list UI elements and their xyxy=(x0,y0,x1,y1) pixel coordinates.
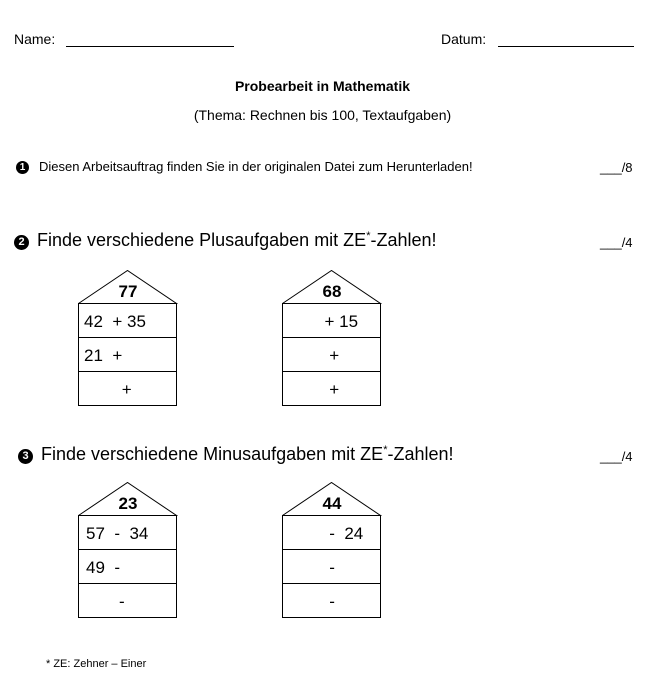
house-roof-number: 23 xyxy=(118,494,138,513)
date-field-line[interactable] xyxy=(498,46,634,47)
house-row[interactable]: - xyxy=(282,592,335,611)
number-house xyxy=(78,270,178,407)
number-house xyxy=(78,482,178,619)
task-1-text: Diesen Arbeitsauftrag finden Sie in der originalen Datei zum Herunterladen! xyxy=(39,159,473,174)
house-row[interactable]: 42 + 35 xyxy=(84,312,146,331)
task-3-number-icon: 3 xyxy=(18,449,33,464)
task-3-score: ___/4 xyxy=(600,449,633,464)
task-2-number-icon: 2 xyxy=(14,235,29,250)
house-row[interactable]: 57 - 34 xyxy=(86,524,149,543)
house-row[interactable]: 49 - xyxy=(86,558,121,577)
house-row[interactable]: + xyxy=(84,380,132,399)
house-roof-number: 44 xyxy=(322,494,342,513)
task-3-text-end: -Zahlen! xyxy=(387,444,454,464)
task-2-text-end: -Zahlen! xyxy=(370,230,437,250)
task-2-asterisk: * xyxy=(366,230,371,242)
task-2-text: Finde verschiedene Plusaufgaben mit ZE xyxy=(37,230,367,250)
house-row[interactable]: + xyxy=(282,346,340,365)
house-row[interactable]: - xyxy=(282,558,335,577)
name-label: Name: xyxy=(14,31,56,47)
house-roof-number: 77 xyxy=(118,282,138,301)
footnote: * ZE: Zehner – Einer xyxy=(46,658,147,670)
house-roof-number: 68 xyxy=(322,282,342,301)
page-subtitle: (Thema: Rechnen bis 100, Textaufgaben) xyxy=(193,107,452,123)
task-3-asterisk: * xyxy=(383,444,388,456)
number-house xyxy=(282,270,382,407)
task-3 xyxy=(18,444,454,465)
task-1-number-icon: 1 xyxy=(16,161,29,174)
house-row[interactable]: - xyxy=(86,592,125,611)
task-1 xyxy=(16,159,473,174)
name-field-line[interactable] xyxy=(66,46,234,47)
task-2 xyxy=(14,230,437,251)
house-row[interactable]: - 24 xyxy=(282,524,364,543)
date-label: Datum: xyxy=(441,31,487,47)
task-1-score: ___/8 xyxy=(600,160,633,175)
task-3-text: Finde verschiedene Minusaufgaben mit ZE xyxy=(41,444,384,464)
page-title: Probearbeit in Mathematik xyxy=(234,78,411,94)
house-row[interactable]: 21 + xyxy=(84,346,123,365)
house-row[interactable]: + xyxy=(282,380,340,399)
house-row[interactable]: + 15 xyxy=(282,312,359,331)
task-2-score: ___/4 xyxy=(600,235,633,250)
number-house xyxy=(282,482,382,619)
